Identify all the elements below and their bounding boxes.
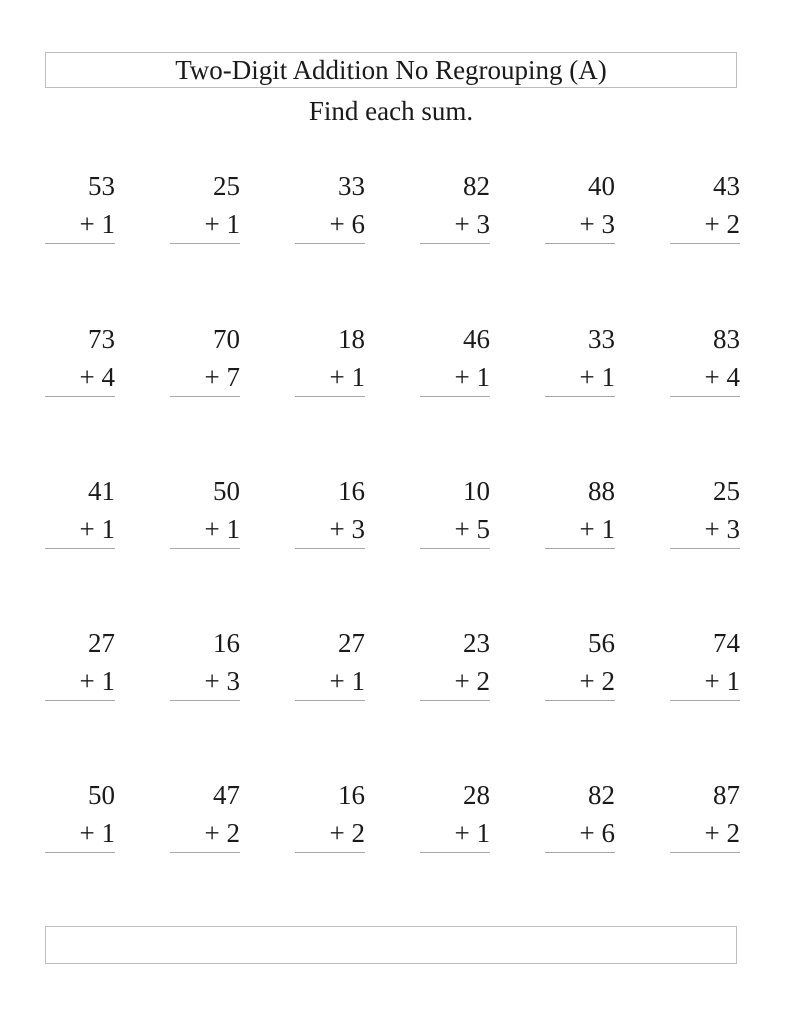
addend-top: 74 [713,628,740,658]
addition-problem [545,167,615,244]
sum-rule [295,700,365,701]
addend-top: 16 [338,476,365,506]
addition-problem [45,167,115,244]
addend-top: 16 [213,628,240,658]
addend-top: 88 [588,476,615,506]
sum-rule [295,548,365,549]
addition-problem [295,167,365,244]
sum-rule [170,548,240,549]
addition-problem [420,472,490,549]
addend-bottom: + 3 [204,666,240,696]
addend-bottom: + 5 [454,514,490,544]
addend-bottom: + 4 [704,362,740,392]
sum-rule [670,243,740,244]
sum-rule [420,243,490,244]
addition-problem [295,472,365,549]
addend-bottom: + 2 [704,818,740,848]
addition-problem [45,624,115,701]
addend-top: 53 [88,171,115,201]
addend-top: 28 [463,780,490,810]
addend-bottom: + 1 [329,362,365,392]
addend-top: 23 [463,628,490,658]
addend-bottom: + 1 [79,209,115,239]
addend-bottom: + 4 [79,362,115,392]
addend-bottom: + 2 [454,666,490,696]
sum-rule [670,852,740,853]
addend-bottom: + 2 [329,818,365,848]
addend-bottom: + 1 [579,514,615,544]
addition-problem [545,472,615,549]
addend-top: 10 [463,476,490,506]
sum-rule [295,396,365,397]
addition-problem [545,776,615,853]
addend-bottom: + 1 [79,666,115,696]
sum-rule [670,700,740,701]
sum-rule [295,243,365,244]
addend-bottom: + 1 [454,362,490,392]
sum-rule [420,700,490,701]
addend-top: 33 [338,171,365,201]
addend-bottom: + 3 [329,514,365,544]
addend-bottom: + 1 [204,514,240,544]
sum-rule [45,396,115,397]
addend-bottom: + 2 [704,209,740,239]
addend-top: 82 [588,780,615,810]
addend-top: 40 [588,171,615,201]
sum-rule [545,243,615,244]
addend-bottom: + 7 [204,362,240,392]
addend-top: 33 [588,324,615,354]
addend-bottom: + 6 [579,818,615,848]
addend-bottom: + 3 [579,209,615,239]
addition-problem [420,776,490,853]
addend-bottom: + 1 [329,666,365,696]
addition-problem [45,776,115,853]
addend-top: 46 [463,324,490,354]
sum-rule [45,548,115,549]
addend-top: 87 [713,780,740,810]
addend-top: 16 [338,780,365,810]
sum-rule [420,548,490,549]
addend-bottom: + 2 [579,666,615,696]
addend-top: 27 [338,628,365,658]
addition-problem [545,624,615,701]
addend-top: 27 [88,628,115,658]
addend-top: 50 [213,476,240,506]
addition-problem [295,776,365,853]
addition-problem [45,320,115,397]
addend-bottom: + 2 [204,818,240,848]
addend-top: 56 [588,628,615,658]
sum-rule [170,396,240,397]
addend-bottom: + 3 [704,514,740,544]
sum-rule [420,396,490,397]
sum-rule [545,548,615,549]
sum-rule [45,700,115,701]
addend-top: 83 [713,324,740,354]
instruction-text: Find each sum. [308,96,474,126]
addition-problem [420,320,490,397]
sum-rule [670,548,740,549]
addition-problem [170,167,240,244]
addition-problem [545,320,615,397]
addend-top: 18 [338,324,365,354]
sum-rule [45,852,115,853]
addition-problem [670,776,740,853]
sum-rule [170,243,240,244]
worksheet-title: Two-Digit Addition No Regrouping (A) [45,52,737,88]
sum-rule [45,243,115,244]
addend-bottom: + 1 [454,818,490,848]
addition-problem [295,320,365,397]
addition-problem [420,624,490,701]
addend-bottom: + 3 [454,209,490,239]
addition-problem [670,320,740,397]
addend-top: 73 [88,324,115,354]
addend-top: 70 [213,324,240,354]
addition-problem [45,472,115,549]
sum-rule [545,700,615,701]
addend-bottom: + 6 [329,209,365,239]
addition-problem [670,472,740,549]
addition-problem [420,167,490,244]
addition-problem [170,320,240,397]
addend-top: 41 [88,476,115,506]
sum-rule [420,852,490,853]
footer-box [45,926,737,964]
sum-rule [670,396,740,397]
sum-rule [545,396,615,397]
sum-rule [170,700,240,701]
sum-rule [295,852,365,853]
addend-top: 82 [463,171,490,201]
addition-problem [670,167,740,244]
addition-problem [170,624,240,701]
addition-problem [295,624,365,701]
addition-problem [670,624,740,701]
addend-bottom: + 1 [79,514,115,544]
addend-top: 47 [213,780,240,810]
addend-bottom: + 1 [579,362,615,392]
sum-rule [545,852,615,853]
addend-bottom: + 1 [704,666,740,696]
sum-rule [170,852,240,853]
addend-top: 43 [713,171,740,201]
addend-top: 25 [713,476,740,506]
addend-top: 25 [213,171,240,201]
addend-top: 50 [88,780,115,810]
addition-problem [170,472,240,549]
addition-problem [170,776,240,853]
addend-bottom: + 1 [79,818,115,848]
addend-bottom: + 1 [204,209,240,239]
